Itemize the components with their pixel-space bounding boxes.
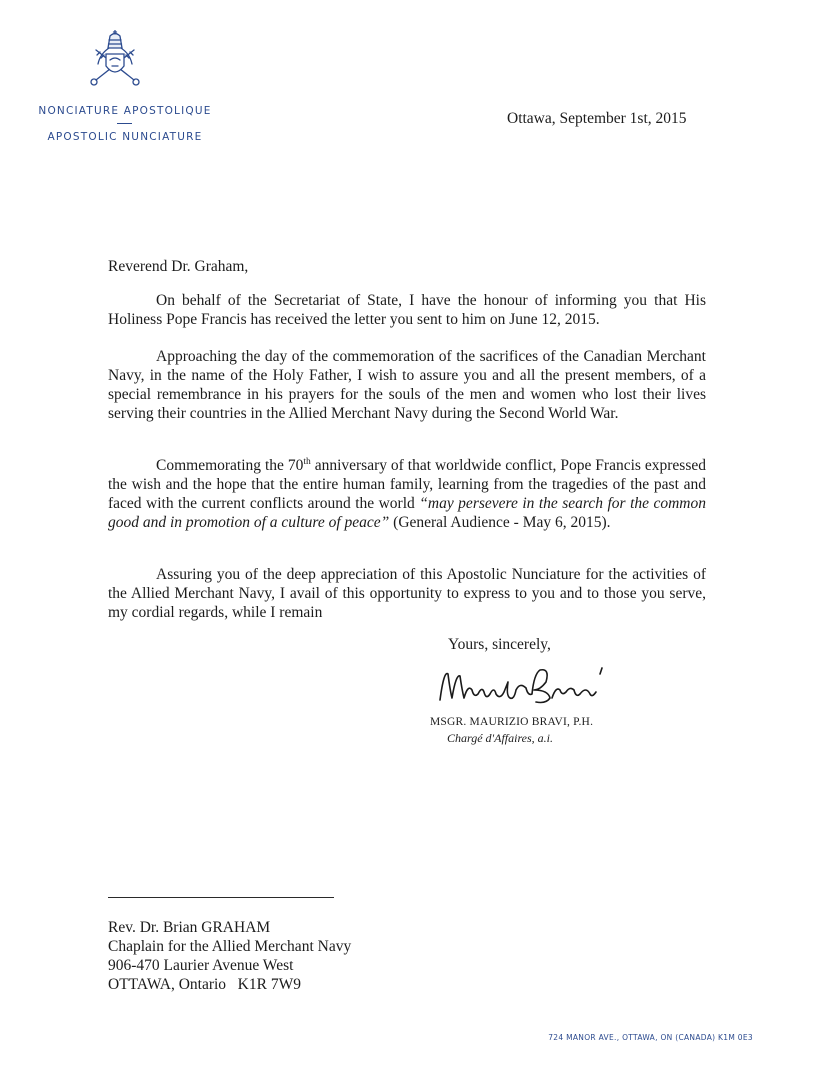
papal-quote: “may persevere in the search for the common good and in promotion of a culture of peace” [108, 495, 706, 531]
recipient-role: Chaplain for the Allied Merchant Navy [108, 938, 352, 955]
ordinal-suffix: th [303, 456, 311, 467]
paragraph-3 [108, 456, 706, 532]
divider-line [108, 897, 334, 898]
paragraph-3-middle: anniversary of that worldwide conflict, Pope Francis expressed the wish and the hope that the entire human family, learning from the tragedies of the past and faced with the current conflicts around the world [108, 457, 706, 512]
salutation: Reverend Dr. Graham, [108, 258, 249, 275]
recipient-name: Rev. Dr. Brian GRAHAM [108, 919, 271, 936]
footer-address: 724 MANOR AVE., OTTAWA, ON (CANADA) K1M 0E3 [548, 1033, 753, 1042]
paragraph-4: Assuring you of the deep appreciation of this Apostolic Nunciature for the activities of the Allied Merchant Navy, I avail of this opportunity to express to you and to those you serve, my cordial regards, while I remain [108, 566, 706, 621]
papal-crest-icon [86, 30, 144, 88]
paragraph-3-end: (General Audience - May 6, 2015). [389, 514, 611, 531]
letterhead-divider [117, 123, 132, 124]
recipient-address [108, 918, 351, 994]
nunciature-name-french: NONCIATURE APOSTOLIQUE [38, 105, 212, 117]
date-line: Ottawa, September 1st, 2015 [507, 110, 687, 127]
paragraph-2: Approaching the day of the commemoration of the sacrifices of the Canadian Merchant Navy, in the name of the Holy Father, I wish to assure you and all the present members, of a special remembrance in his prayers for the souls of the men and women who lost their lives serving their countries in the Allied Merchant Navy during the Second World War. [108, 348, 706, 422]
nunciature-name-english: APOSTOLIC NUNCIATURE [47, 131, 203, 143]
closing: Yours, sincerely, [448, 636, 551, 653]
paragraph-3-start: Commemorating the 70 [156, 457, 304, 474]
recipient-street: 906-470 Laurier Avenue West [108, 957, 294, 974]
recipient-city: OTTAWA, Ontario K1R 7W9 [108, 976, 301, 993]
paragraph-1: On behalf of the Secretariat of State, I have the honour of informing you that His Holiness Pope Francis has received the letter you sent to him on June 12, 2015. [108, 292, 706, 328]
handwritten-signature [436, 660, 611, 712]
signer-name: MSGR. MAURIZIO BRAVI, P.H. [430, 716, 594, 728]
signer-title: Chargé d'Affaires, a.i. [447, 731, 554, 745]
